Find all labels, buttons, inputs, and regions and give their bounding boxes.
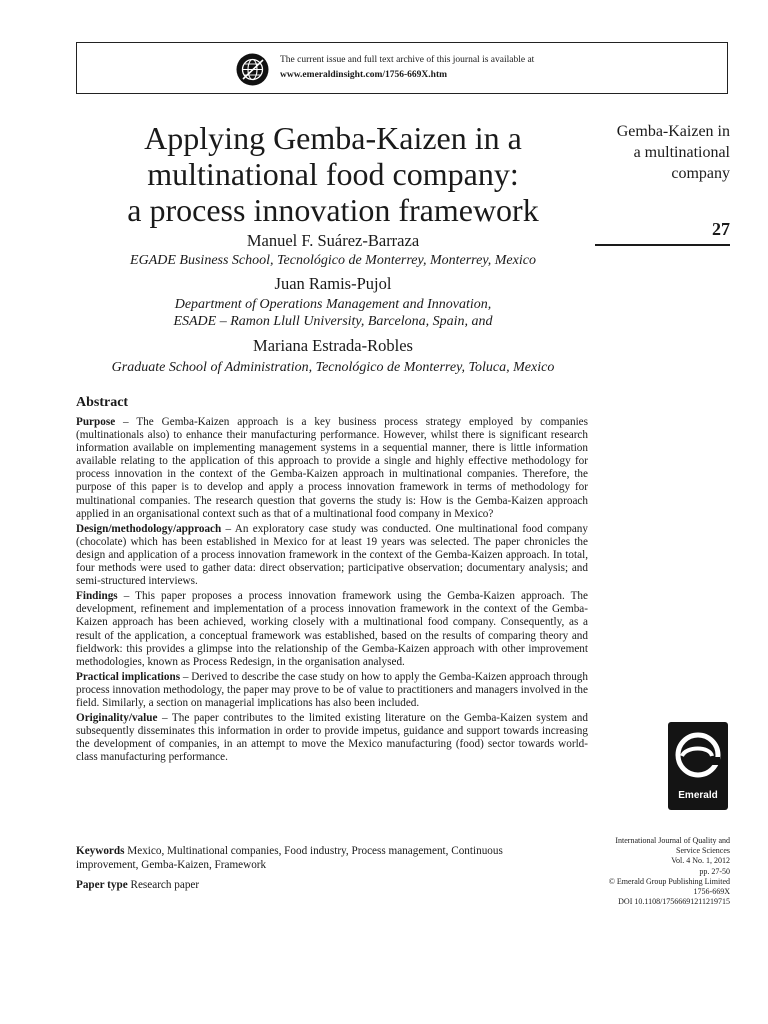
journal-info-line: © Emerald Group Publishing Limited <box>608 876 730 886</box>
access-line: The current issue and full text archive of this journal is available at <box>280 55 535 65</box>
paper-type <box>76 879 199 891</box>
abstract-heading: Abstract <box>76 395 129 410</box>
journal-info-line: Vol. 4 No. 1, 2012 <box>671 856 730 866</box>
keywords-text: Mexico, Multinational companies, Food industry, Process management, Continuous improvement, Gemba-Kaizen, Framework <box>76 845 503 871</box>
abstract-section <box>76 523 588 588</box>
section-text: – The Gemba-Kaizen approach is a key business process strategy employed by companies (multinationals also) to enhance their manufacturing performance. However, whilst there is significant research information available on implementing management systems in a sequential manner, there is little information available relating to the application of this approach to provide a single and highly effective methodology for process innovation in the context of the Gemba-Kaizen approach in multinational companies. Therefore, the purpose of this paper is to develop and apply a process innovation framework in terms of methodology for multinational companies. The research question that governs the study is: How is the Gemba-Kaizen approach applied in an organisational context such as that of a multinational food company in Mexico? <box>76 416 588 520</box>
author-affiliation <box>76 296 590 330</box>
author-name: Mariana Estrada-Robles <box>253 336 413 355</box>
access-banner <box>76 42 728 94</box>
title-line: a process innovation framework <box>127 192 539 228</box>
affiliation-line: EGADE Business School, Tecnológico de Monterrey, Monterrey, Mexico <box>130 253 536 268</box>
globe-icon <box>236 53 269 86</box>
section-text: – The paper contributes to the limited existing literature on the Gemba-Kaizen system and subsequently disseminates this information in order to provide impetus, guidance and support towards increasing the development of companies, in an attempt to move the Mexico manufacturing (food) sector towards world-class manufacturing performance. <box>76 712 588 764</box>
section-label: Practical implications <box>76 670 181 683</box>
page-number: 27 <box>712 219 730 239</box>
emerald-logo-text: Emerald <box>678 790 718 801</box>
paper-title <box>76 120 590 228</box>
abstract-section <box>76 416 588 521</box>
section-label: Findings <box>76 590 118 603</box>
affiliation-line: Graduate School of Administration, Tecnológico de Monterrey, Toluca, Mexico <box>111 360 555 375</box>
affiliation-line: ESADE – Ramon Llull University, Barcelona, Spain, and <box>173 314 493 329</box>
section-label: Design/methodology/approach <box>76 522 222 535</box>
journal-info-line: International Journal of Quality and <box>615 836 730 845</box>
journal-url-link[interactable]: www.emeraldinsight.com/1756-669X.htm <box>280 70 448 80</box>
paper-type-label: Paper type <box>76 879 128 891</box>
access-text <box>280 53 534 83</box>
section-text: – This paper proposes a process innovation framework using the Gemba-Kaizen approach. The development, refinement and implementation of a process innovation framework in the context of the Gemba-Kaizen approach has been achieved, working closely with a multinational food company. Consequently, as a result of the application, a conceptual framework was established, based on the results of comparing theory and fieldwork: this provides a glimpse into the relationship of the Gemba-Kaizen approach with other improvement methodologies, known as Process Redesign, in the organisation analysed. <box>76 590 588 668</box>
section-text: – Derived to describe the case study on how to apply the Gemba-Kaizen approach through process innovation methodology, the paper may prove to be of value to practitioners and managers involved in the field. Similarly, a section on managerial implications has also been included. <box>76 670 588 709</box>
running-head <box>595 121 730 184</box>
running-head-line: a multinational <box>633 144 730 161</box>
keywords-label: Keywords <box>76 845 125 857</box>
title-line: Applying Gemba-Kaizen in a <box>144 120 522 156</box>
running-head-line: Gemba-Kaizen in <box>616 123 730 140</box>
paper-type-text: Research paper <box>127 879 200 891</box>
author-affiliation <box>76 252 590 269</box>
abstract-section <box>76 590 588 669</box>
section-text: – An exploratory case study was conducted. One multinational food company (chocolate) which has been established in Mexico for at least 19 years was selected. The paper chronicles the design and application of a process innovation framework in the context of the Gemba-Kaizen approach. In total, four methods were used to gather data: direct observation; participative observation; documentary analysis; and semi-structured interviews. <box>76 522 588 588</box>
emerald-swirl-icon <box>668 722 728 788</box>
journal-info-line: 1756-669X <box>693 887 730 897</box>
section-label: Purpose <box>76 416 116 428</box>
author-name: Juan Ramis-Pujol <box>274 274 392 293</box>
author-affiliation <box>76 359 590 376</box>
abstract-body <box>76 416 588 766</box>
affiliation-line: Department of Operations Management and Innovation, <box>174 297 492 312</box>
journal-info-line: Service Sciences <box>676 846 730 856</box>
emerald-logo <box>668 722 728 810</box>
section-label: Originality/value <box>76 712 158 725</box>
journal-info-line: DOI 10.1108/17566691211219715 <box>618 897 730 907</box>
title-line: multinational food company: <box>147 156 519 192</box>
journal-info <box>578 836 730 907</box>
page-number-rule <box>595 244 730 246</box>
keywords <box>76 845 506 872</box>
journal-info-line: pp. 27-50 <box>699 866 730 876</box>
running-head-line: company <box>671 165 730 182</box>
author-name: Manuel F. Suárez-Barraza <box>246 231 420 250</box>
abstract-section <box>76 712 588 764</box>
abstract-section <box>76 671 588 710</box>
